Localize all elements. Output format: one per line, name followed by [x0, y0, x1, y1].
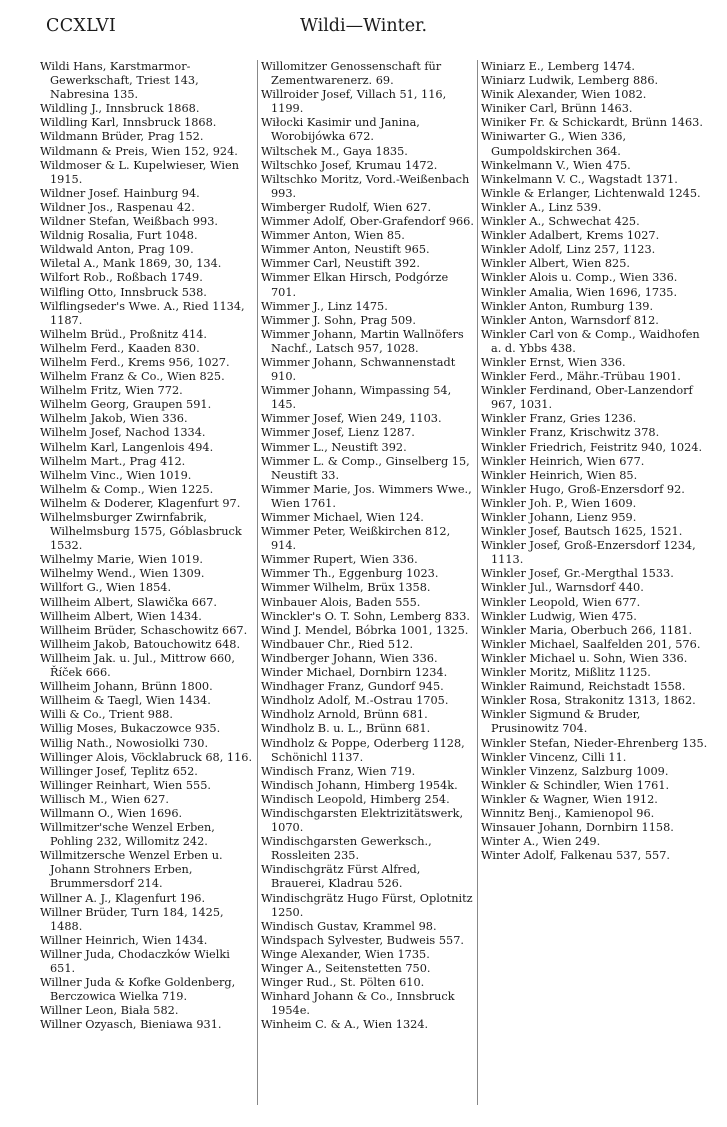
directory-entry: Windhager Franz, Gundorf 945. — [261, 680, 444, 694]
directory-entry: Wilhelm Mart., Prag 412. — [40, 454, 186, 468]
directory-entry: Willig Moses, Bukaczowce 935. — [40, 722, 221, 736]
directory-entry: Windspach Sylvester, Budweis 557. — [261, 933, 464, 947]
directory-entry: Willroider Josef, Villach 51, 116, 1199. — [261, 88, 447, 116]
directory-entry: Winsauer Johann, Dornbirn 1158. — [481, 821, 674, 835]
directory-entry: Winkler Josef, Groß-Enzersdorf 1234, 1113. — [481, 539, 696, 567]
directory-entry: Willner Leon, Biała 582. — [40, 1004, 179, 1018]
directory-entry: Windisch Johann, Himberg 1954k. — [261, 778, 458, 792]
directory-entry: Wimmer Rupert, Wien 336. — [261, 553, 418, 567]
directory-entry: Willisch M., Wien 627. — [40, 792, 169, 806]
directory-entry: Wilhelm Vinc., Wien 1019. — [40, 468, 192, 482]
directory-entry: Wildling Karl, Innsbruck 1868. — [40, 116, 217, 130]
directory-entry: Winkler A., Schwechat 425. — [481, 215, 640, 229]
directory-entry: Winkler Sigmund & Bruder, Prusinowitz 704. — [481, 708, 641, 736]
directory-entry: Winiwarter G., Wien 336, Gumpoldskirchen 364. — [481, 130, 627, 158]
directory-entry: Wimmer L., Neustift 392. — [261, 440, 407, 454]
directory-entry: Winkler Joh. P., Wien 1609. — [481, 496, 637, 510]
directory-entry: Wiltschko Josef, Krumau 1472. — [261, 158, 438, 172]
directory-entry: Winkler A., Linz 539. — [481, 200, 602, 214]
directory-entry: Wimmer Peter, Weißkirchen 812, 914. — [261, 525, 451, 553]
directory-entry: Wimberger Rudolf, Wien 627. — [261, 200, 432, 214]
directory-entry: Wimmer Anton, Wien 85. — [261, 229, 405, 243]
directory-entry: Wimmer Johann, Wimpassing 54, 145. — [261, 384, 452, 412]
directory-entry: Willner Brüder, Turn 184, 1425, 1488. — [40, 905, 224, 933]
directory-entry: Wilhelm Ferd., Krems 956, 1027. — [40, 355, 230, 369]
directory-entry: Wildwald Anton, Prag 109. — [40, 243, 194, 257]
directory-entry: Winge Alexander, Wien 1735. — [261, 947, 430, 961]
directory-entry: Winkler Moritz, Mißlitz 1125. — [481, 666, 651, 680]
directory-entry: Winkler Jul., Warnsdorf 440. — [481, 581, 644, 595]
directory-entry: Wimmer Johann, Schwannenstadt 910. — [261, 355, 456, 384]
directory-entry: Willner Ozyasch, Bieniawa 931. — [40, 1018, 222, 1032]
directory-entry: Wimmer Carl, Neustift 392. — [261, 257, 420, 271]
directory-entry: Wilhelm Fritz, Wien 772. — [40, 384, 183, 398]
directory-entry: Willmitzer'sche Wenzel Erben, Pohling 232, Willomitz 242. — [40, 821, 215, 849]
directory-entry: Winkler Ferdinand, Ober-Lanzendorf 967, 1031. — [481, 384, 693, 412]
directory-entry: Winkler Josef, Gr.-Mergthal 1533. — [481, 567, 674, 581]
directory-entry: Willheim Johann, Brünn 1800. — [40, 680, 213, 694]
directory-entry: Wildmann Brüder, Prag 152. — [40, 130, 204, 144]
directory-entry: Windisch Gustav, Krammel 98. — [261, 919, 437, 933]
directory-entry: Wimmer J., Linz 1475. — [261, 299, 388, 313]
directory-entry: Wimmer Marie, Jos. Wimmers Wwe., Wien 1761. — [261, 482, 472, 510]
directory-entry: Winiker Carl, Brünn 1463. — [481, 102, 633, 116]
directory-entry: Winkler Franz, Gries 1236. — [481, 412, 637, 426]
directory-entry: Wimmer Anton, Neustift 965. — [261, 243, 430, 257]
directory-entry: Winkler Vinzenz, Salzburg 1009. — [481, 764, 669, 778]
directory-entry: Willner A. J., Klagenfurt 196. — [40, 891, 206, 905]
directory-entry: Winkelmann V., Wien 475. — [481, 158, 631, 172]
directory-entry: Windischgarsten Gewerksch., Rossleiten 235. — [261, 835, 432, 863]
directory-columns — [40, 60, 710, 1110]
directory-entry: Wimmer L. & Comp., Ginselberg 15, Neustift 33. — [261, 454, 470, 482]
directory-entry: Winkler Albert, Wien 825. — [481, 257, 630, 271]
directory-entry: Wiłocki Kasimir und Janina, Worobijówka 672. — [261, 116, 420, 144]
directory-entry: Winiarz Ludwik, Lemberg 886. — [481, 74, 659, 88]
directory-entry: Winkler Rosa, Strakonitz 1313, 1862. — [481, 694, 696, 708]
directory-entry: Wildner Stefan, Weißbach 993. — [40, 215, 219, 229]
directory-entry: Willinger Alois, Vöcklabruck 68, 116. — [40, 750, 253, 764]
directory-entry: Willner Juda & Kofke Goldenberg, Berczowica Wielka 719. — [40, 976, 236, 1004]
column-3 — [481, 60, 710, 1110]
directory-entry: Wimmer Wilhelm, Brüx 1358. — [261, 581, 431, 595]
directory-entry: Winkle & Erlanger, Lichtenwald 1245. — [481, 186, 701, 200]
directory-entry: Willomitzer Genossenschaft für Zementwarenerz. 69. — [261, 60, 442, 88]
directory-entry: Winkler Heinrich, Wien 85. — [481, 468, 638, 482]
directory-entry: Winkler Ludwig, Wien 475. — [481, 609, 637, 623]
directory-entry: Winkler Johann, Lienz 959. — [481, 511, 637, 524]
directory-entry: Winkler Anton, Warnsdorf 812. — [481, 313, 659, 327]
page-header — [0, 0, 727, 50]
directory-entry: Wilhelmsburger Zwirnfabrik, Wilhelmsburg 1575, Góblasbruck 1532. — [40, 511, 242, 553]
directory-entry: Wimmer Adolf, Ober-Grafendorf 966. — [261, 215, 474, 229]
directory-entry: Wilhelm & Comp., Wien 1225. — [40, 482, 214, 496]
directory-entry: Windischgrätz Fürst Alfred, Brauerei, Kladrau 526. — [261, 863, 421, 891]
column-2 — [261, 60, 474, 1110]
directory-entry: Willheim Albert, Wien 1434. — [40, 609, 202, 623]
directory-entry: Wind J. Mendel, Bóbrka 1001, 1325. — [261, 623, 469, 637]
directory-entry: Winkler Vincenz, Cilli 11. — [481, 750, 627, 764]
directory-entry: Wimmer J. Sohn, Prag 509. — [261, 313, 416, 327]
directory-entry: Willheim Jakob, Batouchowitz 648. — [40, 637, 241, 651]
directory-entry: Wimmer Josef, Wien 249, 1103. — [261, 412, 442, 426]
directory-entry: Wimmer Josef, Lienz 1287. — [261, 426, 415, 440]
directory-entry: Windholz B. u. L., Brünn 681. — [261, 722, 431, 736]
directory-entry: Winkler Ferd., Mähr.-Trübau 1901. — [481, 370, 681, 384]
directory-entry: Windbauer Chr., Ried 512. — [261, 637, 414, 651]
directory-entry: Willig Nath., Nowosiolki 730. — [40, 736, 209, 750]
directory-entry: Wiletal A., Mank 1869, 30, 134. — [40, 257, 222, 271]
directory-entry: Wilflingseder's Wwe. A., Ried 1134, 1187. — [40, 299, 245, 327]
column-1 — [40, 60, 254, 1110]
directory-entry: Winkler & Wagner, Wien 1912. — [481, 792, 658, 806]
directory-entry: Winbauer Alois, Baden 555. — [261, 595, 421, 609]
directory-entry: Winkler Friedrich, Feistritz 940, 1024. — [481, 440, 703, 454]
directory-entry: Windholz Arnold, Brünn 681. — [261, 708, 428, 722]
directory-entry: Wilhelm Ferd., Kaaden 830. — [40, 341, 200, 355]
directory-entry: Windholz Adolf, M.-Ostrau 1705. — [261, 694, 449, 708]
directory-entry: Windischgrätz Hugo Fürst, Oplotnitz 1250. — [261, 891, 473, 919]
directory-entry: Winkler & Schindler, Wien 1761. — [481, 778, 670, 792]
directory-entry: Winder Michael, Dornbirn 1234. — [261, 666, 448, 680]
directory-entry: Winiarz E., Lemberg 1474. — [481, 60, 635, 73]
directory-entry: Winkler Amalia, Wien 1696, 1735. — [481, 285, 678, 299]
directory-entry: Wildner Josef. Hainburg 94. — [40, 186, 200, 200]
directory-entry: Willfort G., Wien 1854. — [40, 581, 172, 595]
directory-entry: Windisch Leopold, Himberg 254. — [261, 792, 450, 806]
directory-entry: Wiltschko Moritz, Vord.-Weißenbach 993. — [261, 172, 470, 200]
directory-entry: Windberger Johann, Wien 336. — [261, 651, 438, 665]
directory-entry: Wilhelmy Marie, Wien 1019. — [40, 553, 203, 567]
directory-entry: Winger A., Seitenstetten 750. — [261, 962, 431, 975]
directory-entry: Winkler Maria, Oberbuch 266, 1181. — [481, 623, 693, 637]
directory-entry: Wildi Hans, Karstmarmor-Gewerkschaft, Triest 143, Nabresina 135. — [40, 60, 199, 102]
directory-entry: Winkler Stefan, Nieder-Ehrenberg 135. — [481, 736, 708, 750]
directory-entry: Winter A., Wien 249. — [481, 835, 601, 849]
directory-entry: Wiltschek M., Gaya 1835. — [261, 144, 408, 158]
directory-entry: Willheim & Taegl, Wien 1434. — [40, 694, 211, 708]
directory-entry: Willmitzersche Wenzel Erben u. Johann Strohners Erben, Brummersdorf 214. — [40, 849, 223, 891]
directory-entry: Wilhelm Franz & Co., Wien 825. — [40, 370, 225, 384]
directory-entry: Wildling J., Innsbruck 1868. — [40, 102, 200, 116]
directory-entry: Winkelmann V. C., Wagstadt 1371. — [481, 172, 678, 186]
directory-entry: Wilhelm & Doderer, Klagenfurt 97. — [40, 496, 241, 510]
directory-entry: Willinger Reinhart, Wien 555. — [40, 778, 211, 792]
directory-entry: Winnitz Benj., Kamienopol 96. — [481, 806, 655, 820]
page-title: Wildi—Winter. — [299, 16, 428, 36]
directory-entry: Winter Adolf, Falkenau 537, 557. — [481, 849, 671, 863]
directory-entry: Winkler Anton, Rumburg 139. — [481, 299, 654, 313]
directory-entry: Winik Alexander, Wien 1082. — [481, 88, 647, 102]
directory-entry: Willheim Jak. u. Jul., Mittrow 660, Říček 666. — [40, 651, 235, 680]
directory-entry: Willi & Co., Trient 988. — [40, 708, 173, 722]
directory-entry: Winckler's O. T. Sohn, Lemberg 833. — [261, 609, 470, 623]
directory-entry: Willheim Albert, Slawička 667. — [40, 595, 217, 609]
directory-entry: Wilhelm Brüd., Proßnitz 414. — [40, 327, 207, 341]
directory-entry: Winkler Carl von & Comp., Waidhofen a. d. Ybbs 438. — [481, 327, 700, 355]
directory-entry: Wilhelm Karl, Langenlois 494. — [40, 440, 214, 454]
directory-entry: Wilhelm Georg, Graupen 591. — [40, 398, 212, 412]
directory-entry: Wildmann & Preis, Wien 152, 924. — [40, 144, 238, 158]
directory-entry: Winkler Raimund, Reichstadt 1558. — [481, 680, 686, 694]
directory-entry: Willner Juda, Chodaczków Wielki 651. — [40, 947, 230, 975]
directory-entry: Winkler Alois u. Comp., Wien 336. — [481, 271, 678, 285]
directory-entry: Willner Heinrich, Wien 1434. — [40, 933, 208, 947]
directory-entry: Winiker Fr. & Schickardt, Brünn 1463. — [481, 116, 703, 130]
directory-entry: Winkler Ernst, Wien 336. — [481, 355, 626, 369]
directory-entry: Wilhelm Josef, Nachod 1334. — [40, 426, 206, 440]
directory-entry: Winkler Franz, Krischwitz 378. — [481, 426, 660, 440]
directory-entry: Winkler Leopold, Wien 677. — [481, 595, 641, 609]
directory-entry: Winkler Josef, Bautsch 1625, 1521. — [481, 525, 683, 539]
directory-entry: Willinger Josef, Teplitz 652. — [40, 764, 198, 778]
directory-entry: Winkler Adalbert, Krems 1027. — [481, 229, 660, 243]
directory-entry: Winger Rud., St. Pölten 610. — [261, 976, 425, 990]
directory-entry: Wilfort Rob., Roßbach 1749. — [40, 271, 203, 285]
directory-entry: Wimmer Johann, Martin Wallnöfers Nachf., Latsch 957, 1028. — [261, 327, 464, 355]
directory-entry: Wimmer Th., Eggenburg 1023. — [261, 567, 439, 581]
directory-entry: Winkler Heinrich, Wien 677. — [481, 454, 645, 468]
directory-entry: Windischgarsten Elektrizitätswerk, 1070. — [261, 806, 464, 835]
directory-entry: Winkler Adolf, Linz 257, 1123. — [481, 243, 656, 257]
directory-entry: Wilhelm Jakob, Wien 336. — [40, 412, 188, 426]
directory-entry: Wilfling Otto, Innsbruck 538. — [40, 285, 207, 299]
directory-entry: Winkler Michael, Saalfelden 201, 576. — [481, 637, 701, 651]
directory-entry: Winheim C. & A., Wien 1324. — [261, 1018, 429, 1032]
directory-entry: Wildnig Rosalia, Furt 1048. — [40, 229, 198, 243]
directory-entry: Wimmer Elkan Hirsch, Podgórze 701. — [261, 271, 449, 299]
directory-entry: Winhard Johann & Co., Innsbruck 1954e. — [261, 990, 455, 1018]
directory-entry: Wildmoser & L. Kupelwieser, Wien 1915. — [40, 158, 239, 186]
directory-entry: Wilhelmy Wend., Wien 1309. — [40, 567, 205, 581]
directory-entry: Winkler Hugo, Groß-Enzersdorf 92. — [481, 482, 685, 496]
page-number: CCXLVI — [46, 16, 117, 36]
directory-entry: Windisch Franz, Wien 719. — [261, 764, 416, 778]
directory-entry: Wildner Jos., Raspenau 42. — [40, 200, 195, 214]
directory-entry: Willheim Brüder, Schaschowitz 667. — [40, 623, 248, 637]
directory-entry: Wimmer Michael, Wien 124. — [261, 511, 424, 524]
directory-entry: Winkler Michael u. Sohn, Wien 336. — [481, 651, 688, 665]
directory-entry: Windholz & Poppe, Oderberg 1128, Schönichl 1137. — [261, 736, 465, 764]
directory-entry: Willmann O., Wien 1696. — [40, 806, 183, 820]
